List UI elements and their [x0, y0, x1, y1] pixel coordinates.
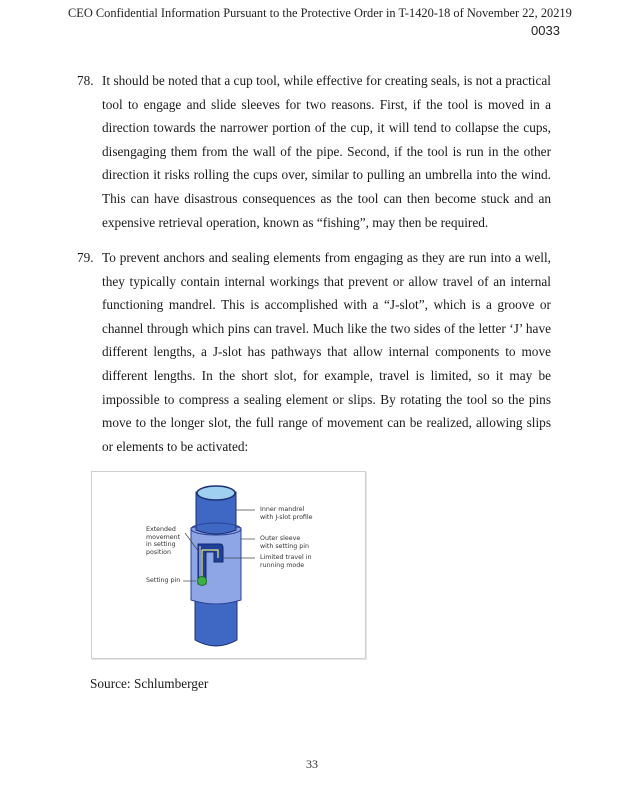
paragraph-number: 79. [77, 250, 94, 265]
page-number: 33 [306, 757, 318, 771]
figure-source: Source: Schlumberger [90, 676, 209, 691]
j-slot-figure [91, 471, 366, 659]
paragraph-text: It should be noted that a cup tool, while effective for creating seals, is not a practical tool to engage and slide sleeves for two reasons. First, if the tool is moved in a direction towards the narrower portion of the cup, it will tend to collapse the cups, disengaging them from the wall of the pipe. Second, if the tool is run in the other direction it risks rolling the cups over, similar to pulling an umbrella into the wind. This can have disastrous consequences as the tool can then become stuck and an expensive retrieval operation, known as “fishing”, may then be required. [102, 73, 551, 230]
j-slot-diagram [92, 472, 365, 658]
label-extended-movement: Extended movement in setting position [146, 526, 181, 556]
paragraph-79 [77, 246, 551, 458]
label-outer-sleeve: Outer sleeve with setting pin [260, 535, 309, 550]
bates-number: 0033 [531, 23, 560, 38]
paragraph-text: To prevent anchors and sealing elements from engaging as they are run into a well, they typically contain internal workings that prevent or allow travel of an internal functioning mandrel. This is accomplished with a “J-slot”, which is a groove or channel through which pins can travel. Much like the two sides of the letter ‘J’ have different lengths, a J-slot has pathways that allow internal components to move different lengths. In the short slot, for example, travel is limited, so it may be impossible to compress a sealing element or slips. By rotating the tool so the pins move to the longer slot, the full range of movement can be realized, allowing slips or elements to be activated: [102, 250, 551, 454]
label-setting-pin: Setting pin [146, 577, 181, 584]
paragraph-number: 78. [77, 73, 94, 88]
mandrel-bore [197, 486, 235, 500]
paragraph-78 [77, 69, 551, 234]
label-limited-travel: Limited travel in running mode [260, 554, 312, 569]
confidentiality-notice: CEO Confidential Information Pursuant to the Protective Order in T-1420-18 of November 22, 20219 [68, 6, 572, 20]
label-inner-mandrel: Inner mandrel with J-slot profile [260, 506, 313, 521]
setting-pin [198, 577, 207, 586]
